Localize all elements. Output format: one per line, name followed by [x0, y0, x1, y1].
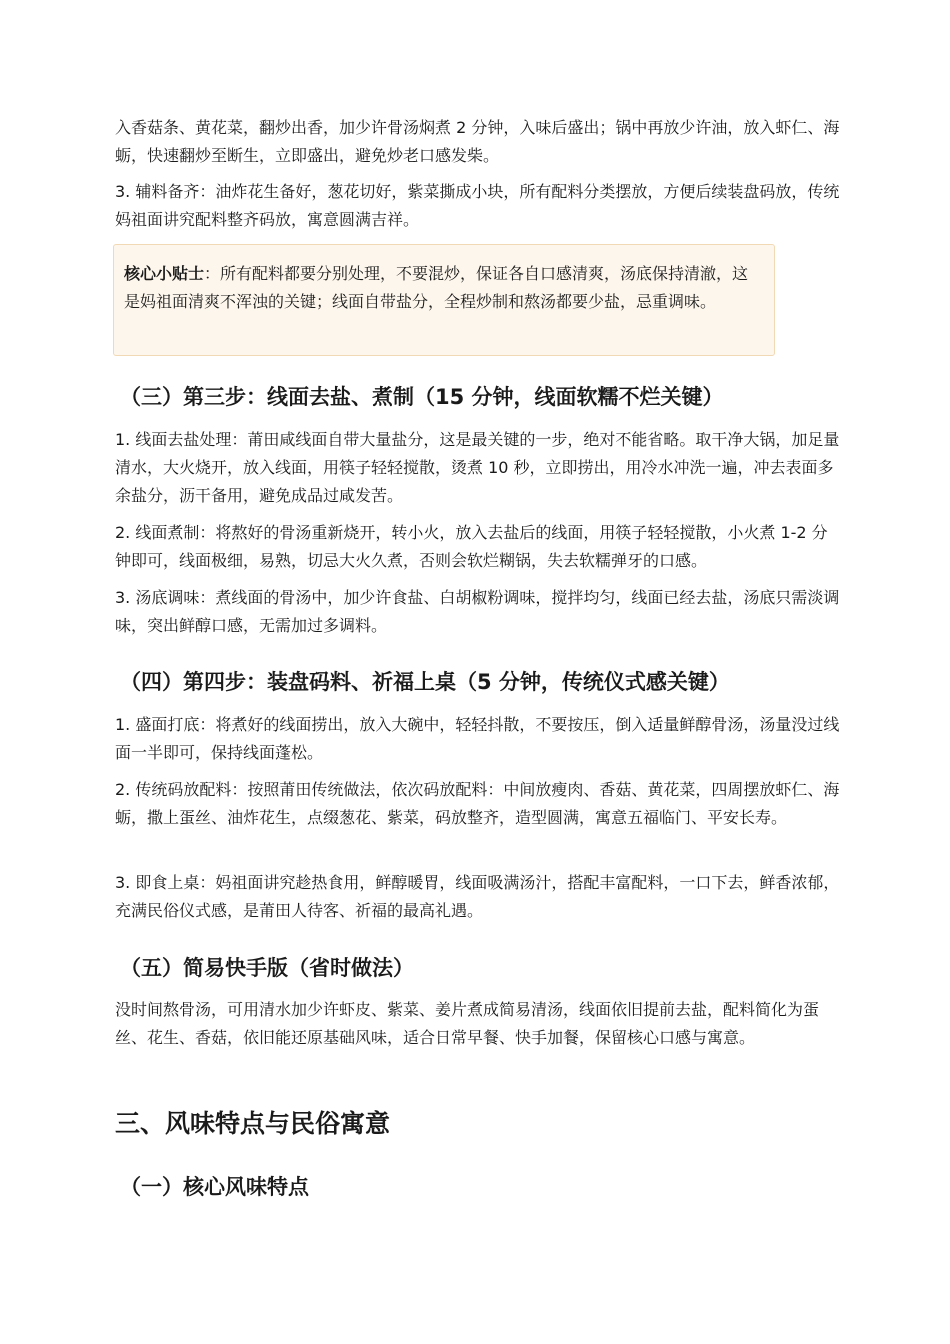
heading-section3: 三、风味特点与民俗寓意 [115, 1109, 391, 1138]
tip-box [113, 244, 775, 356]
heading-step5: （五）简易快手版（省时做法） [120, 956, 414, 980]
paragraph-step3-item2: 2. 线面煮制：将熬好的骨汤重新烧开，转小火，放入去盐后的线面，用筷子轻轻搅散，小火煮 1-2 分钟即可，线面极细，易熟，切忌大火久煮，否则会软烂糊锅，失去软糯弹牙的口感。 [115, 523, 828, 570]
paragraph-step3-item3: 3. 汤底调味：煮线面的骨汤中，加少许食盐、白胡椒粉调味，搅拌均匀，线面已经去盐，汤底只需淡调味，突出鲜醇口感，无需加过多调料。 [115, 588, 840, 635]
paragraph-intro: 入香菇条、黄花菜，翻炒出香，加少许骨汤焖煮 2 分钟，入味后盛出；锅中再放少许油，放入虾仁、海蛎，快速翻炒至断生，立即盛出，避免炒老口感发柴。 [115, 118, 840, 165]
paragraph-step4-item2: 2. 传统码放配料：按照莆田传统做法，依次码放配料：中间放瘦肉、香菇、黄花菜，四周摆放虾仁、海蛎，撒上蛋丝、油炸花生，点缀葱花、紫菜，码放整齐，造型圆满，寓意五福临门、平安长寿。 [115, 780, 840, 827]
paragraph-step3-item1: 1. 线面去盐处理：莆田咸线面自带大量盐分，这是最关键的一步，绝对不能省略。取干净大锅，加足量清水，大火烧开，放入线面，用筷子轻轻搅散，烫煮 10 秒，立即捞出，用冷水冲洗一遍，冲去表面多余盐分，沥干备用，避免成品过咸发苦。 [115, 430, 840, 505]
paragraph-step5: 没时间熬骨汤，可用清水加少许虾皮、紫菜、姜片煮成简易清汤，线面依旧提前去盐，配料简化为蛋丝、花生、香菇，依旧能还原基础风味，适合日常早餐、快手加餐，保留核心口感与寓意。 [115, 1000, 820, 1047]
tip-label: 核心小贴士 [124, 264, 205, 283]
heading-step4: （四）第四步：装盘码料、祈福上桌（5 分钟，传统仪式感关键） [120, 670, 730, 694]
heading-step3: （三）第三步：线面去盐、煮制（15 分钟，线面软糯不烂关键） [120, 385, 724, 409]
paragraph-step4-item3: 3. 即食上桌：妈祖面讲究趁热食用，鲜醇暖胃，线面吸满汤汁，搭配丰富配料，一口下去，鲜香浓郁，充满民俗仪式感，是莆田人待客、祈福的最高礼遇。 [115, 873, 840, 920]
tip-text: ：所有配料都要分别处理，不要混炒，保证各自口感清爽，汤底保持清澈，这是妈祖面清爽不浑浊的关键；线面自带盐分，全程炒制和熬汤都要少盐，忌重调味。 [124, 264, 749, 311]
heading-section3-sub1: （一）核心风味特点 [120, 1175, 309, 1199]
paragraph-step2-item3: 3. 辅料备齐：油炸花生备好，葱花切好，紫菜撕成小块，所有配料分类摆放，方便后续装盘码放，传统妈祖面讲究配料整齐码放，寓意圆满吉祥。 [115, 182, 840, 229]
paragraph-step4-item1: 1. 盛面打底：将煮好的线面捞出，放入大碗中，轻轻抖散，不要按压，倒入适量鲜醇骨汤，汤量没过线面一半即可，保持线面蓬松。 [115, 715, 840, 762]
